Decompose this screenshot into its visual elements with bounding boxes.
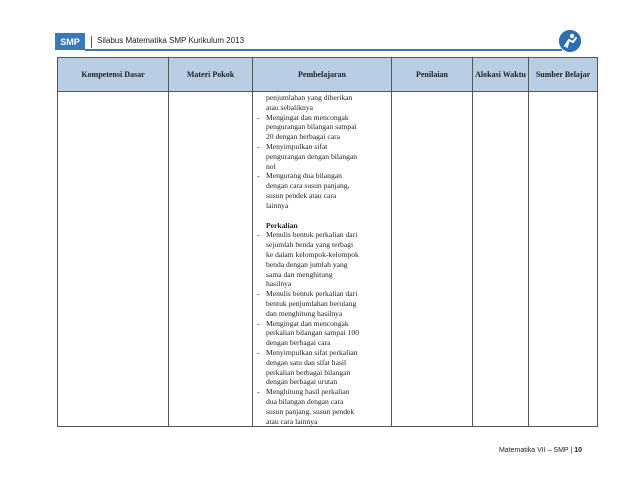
list-item-line: Mengingat dan mencongak — [266, 112, 349, 122]
page-number: 10 — [574, 447, 582, 454]
list-item-line: susun panjang, susun pendek — [266, 406, 355, 416]
bullet-dash: - — [257, 230, 260, 240]
col-kompetensi-dasar: Kompetensi Dasar — [58, 58, 169, 92]
cell-kompetensi-dasar — [58, 92, 169, 427]
col-penilaian: Penilaian — [392, 58, 473, 92]
footer-text: Matematika VII – SMP | — [498, 447, 573, 454]
list-item-line: sejumlah benda yang terbagi — [266, 240, 354, 250]
page-footer — [0, 447, 582, 454]
bullet-dash: - — [257, 318, 260, 328]
list-item-line: dua bilangan dengan cara — [266, 396, 344, 406]
smp-badge: SMP — [55, 33, 85, 50]
list-item-line: atau cara lainnya — [266, 416, 318, 426]
bullet-dash: - — [257, 112, 260, 122]
list-item-line: bentuk penjumlahan berulang — [266, 298, 357, 308]
list-item-line: benda dengan jumlah yang — [266, 259, 348, 269]
list-item-line: 20 dengan berbagai cara — [266, 132, 340, 142]
list-item-line: dan menghitung hasilnya — [266, 308, 343, 318]
list-item-line: Mengingat dan mencongak — [266, 318, 349, 328]
cell-alokasi-waktu — [473, 92, 529, 427]
list-item — [257, 171, 387, 210]
bullet-dash: - — [257, 141, 260, 151]
cell-penilaian — [392, 92, 473, 427]
cell-materi-pokok — [169, 92, 253, 427]
list-item-line: pengurangan dengan bilangan — [266, 151, 358, 161]
list-item-line: Menghitung hasil perkalian — [266, 387, 350, 397]
col-alokasi-waktu: Alokasi Waktu — [473, 58, 529, 92]
list-item-line: susun pendek atau cara — [266, 190, 337, 200]
list-item-line: dengan satu dan sifat hasil — [266, 357, 347, 367]
list-item-line: Mengurang dua bilangan — [266, 171, 342, 181]
kemendikbud-logo-icon — [559, 30, 581, 52]
list-item-line: hasilnya — [266, 279, 292, 289]
list-item — [257, 348, 387, 387]
bullet-dash: - — [257, 387, 260, 397]
list-item — [257, 230, 387, 289]
col-pembelajaran: Pembelajaran — [253, 58, 392, 92]
list-item-line: dengan berbagai urutan — [266, 377, 338, 387]
cell-sumber-belajar — [529, 92, 598, 427]
syllabus-table — [57, 57, 598, 427]
cell-pembelajaran — [253, 92, 392, 427]
list-item-line: ke dalam kelompok-kelompok — [266, 249, 359, 259]
intro-line: atau sebaliknya — [266, 102, 314, 112]
list-item-line: Menulis bentuk perkalian dari — [266, 230, 358, 240]
list-item — [257, 289, 387, 318]
header-separator — [91, 36, 92, 48]
list-item-line: lainnya — [266, 200, 289, 210]
intro-line: penjumlahan yang diberikan — [266, 93, 353, 102]
list-item-line: Menyimpulkan sifat perkalian — [266, 347, 358, 357]
document-title: Silabus Matematika SMP Kurikulum 2013 — [97, 36, 245, 45]
pembelajaran-content — [253, 92, 391, 426]
list-item — [257, 113, 387, 142]
list-item — [257, 142, 387, 171]
section-title-perkalian: Perkalian — [266, 220, 298, 230]
header-rule — [85, 49, 562, 51]
list-item-line: dengan cara susun panjang, — [266, 181, 350, 191]
table-row — [58, 92, 598, 427]
list-item-line: perkalian bilangan sampai 100 — [266, 328, 359, 338]
list-item-line: Menulis bentuk perkalian dari — [266, 289, 358, 299]
list-item-line: Menyimpulkan sifat — [266, 141, 328, 151]
list-item-line: perkalian berbagai bilangan — [266, 367, 351, 377]
list-item — [257, 319, 387, 348]
list-item-line: nol — [266, 161, 276, 171]
col-materi-pokok: Materi Pokok — [169, 58, 253, 92]
bullet-dash: - — [257, 289, 260, 299]
bullet-dash: - — [257, 347, 260, 357]
list-item — [257, 387, 387, 426]
col-sumber-belajar: Sumber Belajar — [529, 58, 598, 92]
bullet-dash: - — [257, 171, 260, 181]
list-item-line: dengan berbagai cara — [266, 338, 331, 348]
list-item-line: sama dan menghitung — [266, 269, 333, 279]
list-item-line: pengurangan bilangan sampai — [266, 122, 357, 132]
table-header-row — [58, 58, 598, 92]
